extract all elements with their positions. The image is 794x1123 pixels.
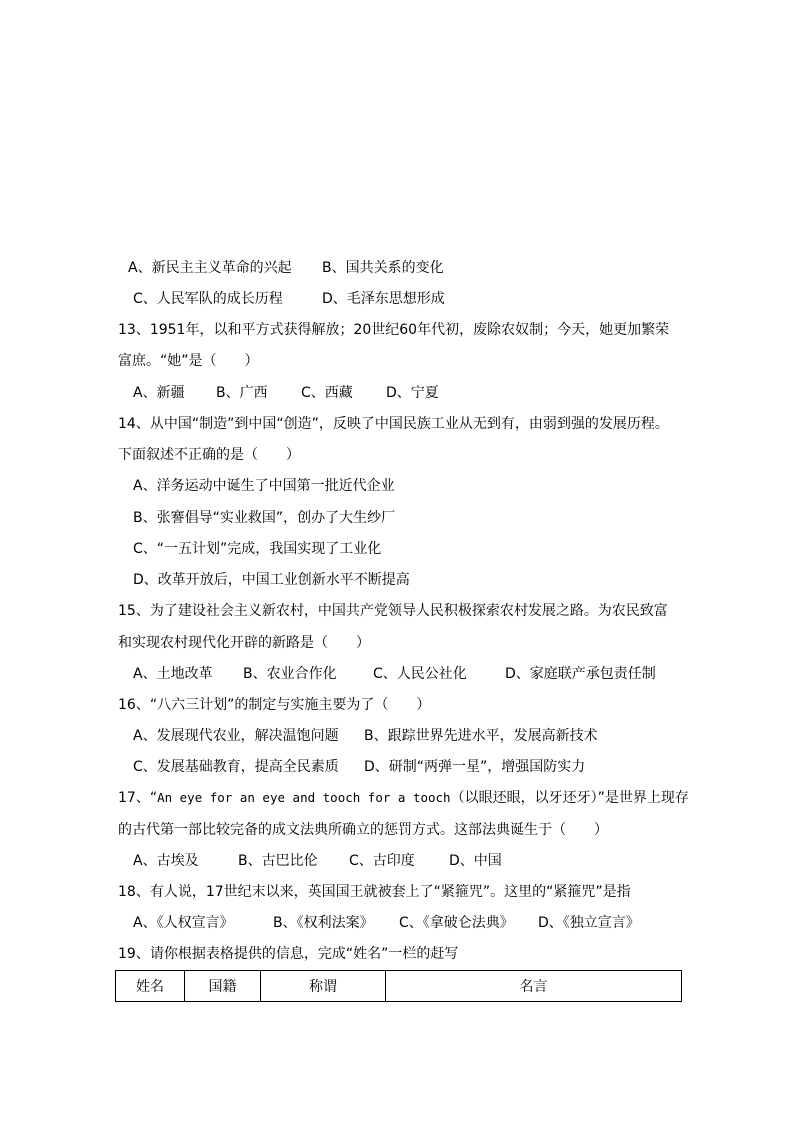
q17-suffix: （以眼还眼，以牙还牙）”是世界上现存 — [450, 790, 689, 806]
q13-stem-line1: 13、1951年，以和平方式获得解放；20世纪60年代初，废除农奴制；今天，她更加繁荣 — [118, 322, 670, 338]
q16-option-c: C、发展基础教育，提高全民素质 — [133, 759, 339, 775]
q12-option-a: A、新民主主义革命的兴起 — [128, 260, 292, 276]
header-title: 称谓 — [261, 971, 386, 1002]
q17-stem-line2: 的古代第一部比较完备的成文法典所确立的惩罚方式。这部法典诞生于（ ） — [118, 822, 608, 838]
q15-stem-line1: 15、为了建设社会主义新农村，中国共产党领导人民积极探索农村发展之路。为农民致富 — [118, 603, 668, 619]
q17-option-b: B、古巴比伦 — [238, 853, 318, 869]
q14-option-a: A、洋务运动中诞生了中国第一批近代企业 — [133, 478, 395, 494]
header-name: 姓名 — [116, 971, 185, 1002]
q18-option-c: C、《拿破仑法典》 — [399, 915, 514, 931]
q17-english-quote: An eye for an eye and tooch for a tooch — [157, 790, 451, 805]
header-quote: 名言 — [386, 971, 682, 1002]
q16-option-b: B、跟踪世界先进水平，发展高新技术 — [364, 728, 598, 744]
q15-option-b: B、农业合作化 — [243, 666, 337, 682]
q18-stem-line1: 18、有人说，17世纪末以来，英国国王就被套上了“紧箍咒”。这里的“紧箍咒”是指 — [118, 884, 631, 900]
q16-stem-line1: 16、“八六三计划”的制定与实施主要为了（ ） — [118, 697, 431, 713]
q17-prefix: 17、“ — [118, 790, 158, 806]
q18-option-b: B、《权利法案》 — [273, 915, 374, 931]
q16-option-d: D、研制“两弹一星”，增强国防实力 — [364, 759, 586, 775]
q12-option-d: D、毛泽东思想形成 — [322, 291, 445, 307]
q12-option-b: B、国共关系的变化 — [322, 260, 444, 276]
table-header-row — [116, 971, 682, 1002]
q14-option-c: C、“一五计划”完成，我国实现了工业化 — [133, 541, 382, 557]
q19-stem-line1: 19、请你根据表格提供的信息，完成“姓名”一栏的赶写 — [118, 946, 459, 962]
q15-stem-line2: 和实现农村现代化开辟的新路是（ ） — [118, 635, 370, 651]
q17-option-d: D、中国 — [449, 853, 502, 869]
q13-option-a: A、新疆 — [133, 385, 185, 401]
header-nationality: 国籍 — [185, 971, 261, 1002]
q15-option-c: C、人民公社化 — [373, 666, 467, 682]
q17-stem-line1 — [118, 788, 689, 808]
q18-option-a: A、《人权宣言》 — [133, 915, 234, 931]
q12-option-c: C、人民军队的成长历程 — [133, 291, 283, 307]
q15-option-a: A、土地改革 — [133, 666, 213, 682]
q13-stem-line2: 富庶。“她”是（ ） — [118, 353, 259, 369]
q13-option-d: D、宁夏 — [386, 385, 439, 401]
q15-option-d: D、家庭联产承包责任制 — [505, 666, 656, 682]
q14-option-b: B、张謇倡导“实业救国”，创办了大生纱厂 — [133, 510, 396, 526]
q13-option-b: B、广西 — [216, 385, 268, 401]
q14-stem-line2: 下面叙述不正确的是（ ） — [118, 447, 300, 463]
q17-option-c: C、古印度 — [349, 853, 415, 869]
q14-stem-line1: 14、从中国“制造”到中国“创造”，反映了中国民族工业从无到有，由弱到强的发展历程。 — [118, 416, 669, 432]
q16-option-a: A、发展现代农业，解决温饱问题 — [133, 728, 339, 744]
q14-option-d: D、改革开放后，中国工业创新水平不断提高 — [133, 572, 410, 588]
q13-option-c: C、西藏 — [301, 385, 353, 401]
q17-option-a: A、古埃及 — [133, 853, 199, 869]
q19-info-table — [115, 970, 682, 1002]
q18-option-d: D、《独立宣言》 — [538, 915, 640, 931]
